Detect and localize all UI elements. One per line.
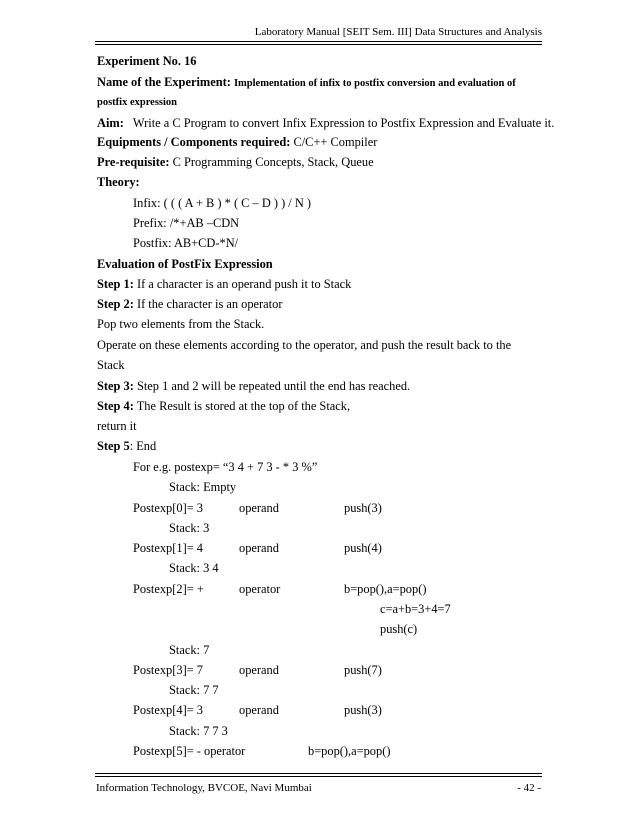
stack-state: Stack: 7 <box>169 643 210 657</box>
prerequisite-value: C Programming Concepts, Stack, Queue <box>172 155 374 169</box>
trace-type: operand <box>239 703 279 717</box>
trace-expr: Postexp[2]= + <box>133 582 204 596</box>
return-line: return it <box>97 419 137 433</box>
example-intro: For e.g. postexp= “3 4 + 7 3 - * 3 %” <box>133 460 318 474</box>
infix-expression: Infix: ( ( ( A + B ) * ( C – D ) ) / N ) <box>133 196 312 210</box>
theory-heading: Theory: <box>97 175 140 189</box>
step-4 <box>97 398 350 414</box>
footer-institution: Information Technology, BVCOE, Navi Mumbai <box>96 782 312 794</box>
aim-line <box>97 115 554 131</box>
experiment-number: Experiment No. 16 <box>97 54 197 68</box>
stack-state: Stack: 7 7 3 <box>169 724 228 738</box>
step-2 <box>97 296 282 312</box>
trace-action: push(7) <box>344 663 382 677</box>
trace-expr: Postexp[3]= 7 <box>133 663 203 677</box>
equipment-line <box>97 134 377 150</box>
trace-expr: Postexp[0]= 3 <box>133 501 203 515</box>
trace-type: operand <box>239 501 279 515</box>
step-1 <box>97 276 351 292</box>
equipment-label: Equipments / Components required: <box>97 135 291 149</box>
trace-expr: Postexp[4]= 3 <box>133 703 203 717</box>
operate-line: Operate on these elements according to the operator, and push the result back to the <box>97 338 512 352</box>
postfix-expression: Postfix: AB+CD-*N/ <box>133 236 239 250</box>
step-2-label: Step 2: <box>97 297 134 311</box>
trace-expr: Postexp[1]= 4 <box>133 541 203 555</box>
step-1-text: If a character is an operand push it to Stack <box>136 277 352 291</box>
page-header: Laboratory Manual [SEIT Sem. III] Data Structures and Analysis <box>254 26 542 38</box>
evaluation-heading: Evaluation of PostFix Expression <box>97 257 273 271</box>
header-rule-thin <box>95 44 542 45</box>
page-number: - 42 - <box>517 782 541 794</box>
trace-action: push(3) <box>344 703 382 717</box>
operate-line-cont: Stack <box>97 358 125 372</box>
aim-label: Aim: <box>97 116 124 130</box>
header-rule <box>95 41 542 42</box>
trace-type: operand <box>239 663 279 677</box>
trace-push: push(c) <box>380 622 418 636</box>
trace-action: b=pop(),a=pop() <box>308 744 391 758</box>
step-5 <box>97 438 156 454</box>
stack-state: Stack: 3 4 <box>169 561 219 575</box>
trace-action: push(4) <box>344 541 382 555</box>
prerequisite-label: Pre-requisite: <box>97 155 170 169</box>
experiment-name-line <box>97 74 516 92</box>
experiment-name-label: Name of the Experiment: <box>97 75 231 89</box>
pop-line: Pop two elements from the Stack. <box>97 317 265 331</box>
step-5-label: Step 5 <box>97 439 130 453</box>
step-3 <box>97 378 410 394</box>
trace-compute: c=a+b=3+4=7 <box>380 602 451 616</box>
stack-state-empty: Stack: Empty <box>169 480 237 494</box>
equipment-value: C/C++ Compiler <box>293 135 378 149</box>
aim-value: Write a C Program to convert Infix Expression to Postfix Expression and Evaluate it. <box>132 116 555 130</box>
step-5-text: : End <box>129 439 157 453</box>
trace-action: push(3) <box>344 501 382 515</box>
stack-state: Stack: 3 <box>169 521 210 535</box>
prefix-expression: Prefix: /*+AB –CDN <box>133 216 240 230</box>
experiment-name-value-cont: postfix expression <box>97 97 178 108</box>
prerequisite-line <box>97 154 374 170</box>
step-4-label: Step 4: <box>97 399 134 413</box>
trace-expr: Postexp[5]= - operator <box>133 744 246 758</box>
experiment-name-value: Implementation of infix to postfix conversion and evaluation of <box>233 78 516 89</box>
trace-action: b=pop(),a=pop() <box>344 582 427 596</box>
step-1-label: Step 1: <box>97 277 134 291</box>
step-4-text: The Result is stored at the top of the Stack, <box>136 399 351 413</box>
step-3-text: Step 1 and 2 will be repeated until the end has reached. <box>136 379 411 393</box>
stack-state: Stack: 7 7 <box>169 683 219 697</box>
step-3-label: Step 3: <box>97 379 134 393</box>
trace-type: operand <box>239 541 279 555</box>
step-2-text: If the character is an operator <box>136 297 283 311</box>
trace-type: operator <box>239 582 281 596</box>
footer-rule-thin <box>95 773 542 774</box>
footer-rule <box>95 776 542 777</box>
